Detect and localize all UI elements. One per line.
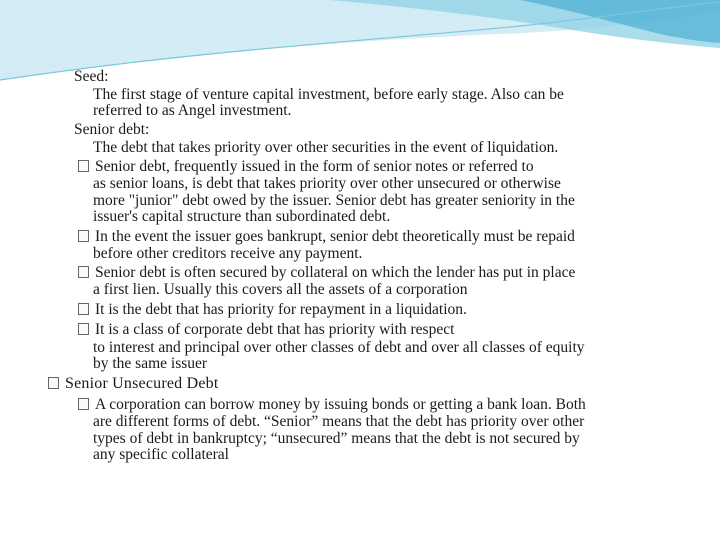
bullet-5-line-1: It is a class of corporate debt that has priority with respect [78,321,454,338]
bullet-box-icon [78,266,89,278]
bullet-1-line-4: issuer's capital structure than subordinated debt. [93,208,391,225]
bullet-5-line-2: to interest and principal over other classes of debt and over all classes of equity [93,339,585,356]
bullet-box-icon [78,160,89,172]
bullet-box-icon [78,303,89,315]
bullet-3-line-2: a first lien. Usually this covers all the assets of a corporation [93,281,468,298]
bullet-3-line-1: Senior debt is often secured by collateral on which the lender has put in place [78,264,575,281]
bullet-box-icon [78,398,89,410]
unsecured-line-1: A corporation can borrow money by issuing bonds or getting a bank loan. Both [78,396,586,413]
seed-term: Seed: [74,68,109,85]
bullet-box-icon [48,377,59,389]
senior-unsecured-heading: Senior Unsecured Debt [48,375,219,392]
bullet-box-icon [78,323,89,335]
bullet-box-icon [78,230,89,242]
bullet-1-line-1: Senior debt, frequently issued in the form of senior notes or referred to [78,158,534,175]
unsecured-line-3: types of debt in bankruptcy; “unsecured” means that the debt is not secured by [93,430,580,447]
bullet-4-line-1: It is the debt that has priority for repayment in a liquidation. [78,301,467,318]
bullet-2-line-2: before other creditors receive any payment. [93,245,363,262]
bullet-2-line-1: In the event the issuer goes bankrupt, senior debt theoretically must be repaid [78,228,575,245]
unsecured-line-4: any specific collateral [93,446,229,463]
senior-debt-term: Senior debt: [74,121,150,138]
bullet-1-line-2: as senior loans, is debt that takes priority over other unsecured or otherwise [93,175,561,192]
bullet-1-line-3: more "junior" debt owed by the issuer. Senior debt has greater seniority in the [93,192,575,209]
unsecured-line-2: are different forms of debt. “Senior” means that the debt has priority over other [93,413,585,430]
bullet-5-line-3: by the same issuer [93,355,208,372]
senior-debt-def: The debt that takes priority over other securities in the event of liquidation. [93,139,559,156]
seed-def-line-2: referred to as Angel investment. [93,102,292,119]
seed-def-line-1: The first stage of venture capital investment, before early stage. Also can be [93,86,564,103]
